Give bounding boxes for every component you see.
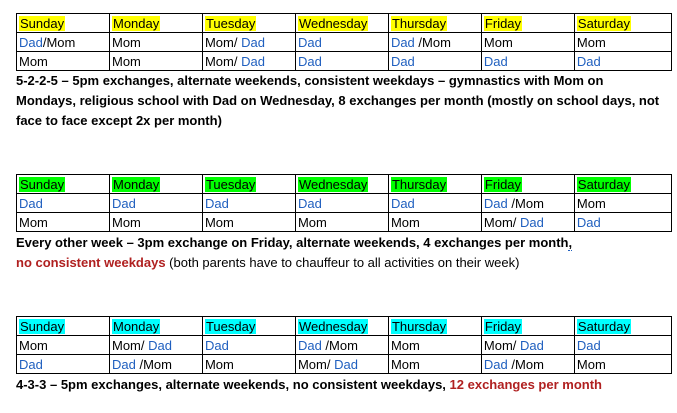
header-row	[17, 317, 672, 336]
parent-dad: Dad	[334, 356, 358, 372]
parent-dad: Dad	[19, 195, 43, 211]
schedule-cell	[17, 33, 110, 52]
schedule-cell	[295, 355, 388, 374]
day-label: Monday	[112, 176, 160, 192]
day-label: Wednesday	[298, 176, 368, 192]
day-header-sunday	[17, 317, 110, 336]
description-text: – 3pm exchange on Friday, alternate weekends, 4 exchanges per month	[122, 235, 569, 250]
schedule-cell	[388, 33, 481, 52]
day-label: Thursday	[391, 176, 447, 192]
day-header-sunday	[17, 175, 110, 194]
schedule-cell	[295, 194, 388, 213]
parent-dad: Dad	[19, 356, 43, 372]
parent-dad: Dad	[19, 34, 43, 50]
parent-dad: Dad	[297, 337, 322, 353]
schedule-cell	[295, 33, 388, 52]
schedule-cell	[17, 336, 110, 355]
schedule-cell	[481, 355, 574, 374]
parent-mom: /Mom	[321, 337, 358, 353]
parent-dad: Dad	[520, 337, 544, 353]
parent-mom: Mom	[390, 356, 420, 372]
description-every-other-week	[16, 233, 666, 273]
day-header-saturday	[574, 175, 671, 194]
schedule-table-every-other-week	[16, 174, 672, 232]
schedule-cell	[574, 33, 671, 52]
schedule-cell	[481, 194, 574, 213]
parent-mom: Mom	[19, 214, 48, 230]
schedule-cell	[295, 52, 388, 71]
day-label: Monday	[112, 15, 160, 31]
schedule-cell	[202, 355, 295, 374]
schedule-cell	[388, 213, 481, 232]
schedule-cell	[202, 213, 295, 232]
schedule-cell	[481, 336, 574, 355]
schedule-cell	[109, 336, 202, 355]
description-433	[16, 375, 666, 395]
parent-dad: Dad	[576, 53, 601, 69]
description-text: – 5pm exchanges, alternate weekends, no consistent weekdays,	[46, 377, 450, 392]
parent-dad: Dad	[111, 195, 136, 211]
day-header-tuesday	[202, 317, 295, 336]
schedule-cell	[574, 355, 671, 374]
parent-mom: Mom	[111, 214, 141, 230]
day-label: Wednesday	[298, 318, 368, 334]
day-header-sunday	[17, 14, 110, 33]
parent-mom: Mom	[204, 214, 234, 230]
schedule-cell	[481, 213, 574, 232]
parent-dad: Dad	[111, 356, 136, 372]
parent-dad: Dad	[390, 195, 415, 211]
schedule-cell	[109, 33, 202, 52]
parent-mom: /Mom	[507, 195, 544, 211]
description-rest: (both parents have to chauffeur to all activities on their week)	[165, 255, 520, 270]
schedule-cell	[388, 194, 481, 213]
day-header-friday	[481, 175, 574, 194]
parent-dad: Dad	[204, 337, 229, 353]
day-header-monday	[109, 175, 202, 194]
day-label: Saturday	[577, 176, 630, 192]
day-header-wednesday	[295, 317, 388, 336]
description-label: 5-2-2-5	[16, 73, 58, 88]
parent-dad: Dad	[241, 53, 265, 69]
schedule-cell	[202, 33, 295, 52]
schedule-cell	[109, 213, 202, 232]
day-label: Saturday	[577, 15, 630, 31]
parent-dad: Dad	[390, 34, 415, 50]
day-label: Tuesday	[205, 15, 256, 31]
day-label: Friday	[484, 318, 522, 334]
day-label: Monday	[112, 318, 160, 334]
parent-mom: Mom	[297, 214, 327, 230]
schedule-cell	[481, 52, 574, 71]
schedule-cell	[388, 336, 481, 355]
header-row	[17, 14, 672, 33]
header-row	[17, 175, 672, 194]
description-highlight: 12 exchanges per month	[449, 377, 602, 392]
day-header-thursday	[388, 14, 481, 33]
parent-mom: /Mom	[507, 356, 544, 372]
description-highlight: no consistent weekdays	[16, 255, 166, 270]
day-header-thursday	[388, 175, 481, 194]
table-row	[17, 355, 672, 374]
schedule-cell	[388, 355, 481, 374]
parent-dad: Dad	[576, 214, 601, 230]
parent-mom: Mom	[19, 53, 48, 69]
schedule-cell	[388, 52, 481, 71]
parent-dad: Dad	[483, 195, 508, 211]
description-text: – 5pm exchanges, alternate weekends, consistent weekdays – gymnastics with Mom on Mondays, religious school with Dad on Wednesday, 8 exchanges per month (mostly on school days, not face to face except 2x per month)	[16, 73, 660, 128]
parent-dad: Dad	[204, 195, 229, 211]
parent-dad: Dad	[483, 53, 508, 69]
schedule-cell	[202, 52, 295, 71]
parent-mom: Mom	[576, 34, 606, 50]
parent-mom: Mom/	[204, 53, 242, 69]
schedule-cell	[574, 194, 671, 213]
parent-dad: Dad	[241, 34, 265, 50]
description-5225	[16, 71, 666, 131]
day-header-wednesday	[295, 175, 388, 194]
schedule-cell	[17, 194, 110, 213]
day-label: Friday	[484, 176, 522, 192]
day-header-saturday	[574, 14, 671, 33]
day-label: Sunday	[20, 318, 65, 334]
schedule-cell	[574, 52, 671, 71]
day-label: Sunday	[20, 176, 65, 192]
schedule-cell	[17, 355, 110, 374]
schedule-cell	[202, 194, 295, 213]
table-row	[17, 336, 672, 355]
day-label: Wednesday	[298, 15, 368, 31]
day-header-wednesday	[295, 14, 388, 33]
parent-dad: Dad	[390, 53, 415, 69]
day-label: Thursday	[391, 318, 447, 334]
parent-mom: Mom/	[111, 337, 149, 353]
parent-mom: /Mom	[42, 34, 76, 50]
day-label: Tuesday	[205, 318, 256, 334]
parent-mom: Mom	[111, 34, 141, 50]
schedule-cell	[574, 336, 671, 355]
schedule-cell	[202, 336, 295, 355]
parent-dad: Dad	[483, 356, 508, 372]
day-label: Thursday	[391, 15, 447, 31]
schedule-cell	[481, 33, 574, 52]
description-label: Every other week	[16, 235, 123, 250]
table-row	[17, 52, 672, 71]
day-header-tuesday	[202, 14, 295, 33]
parent-dad: Dad	[148, 337, 172, 353]
table-row	[17, 194, 672, 213]
day-header-monday	[109, 317, 202, 336]
parent-mom: Mom	[483, 34, 513, 50]
parent-mom: Mom	[576, 195, 606, 211]
parent-mom: Mom	[19, 337, 48, 353]
table-row	[17, 33, 672, 52]
parent-mom: Mom	[204, 356, 234, 372]
parent-dad: Dad	[576, 337, 601, 353]
parent-mom: Mom	[576, 356, 606, 372]
parent-mom: /Mom	[135, 356, 172, 372]
parent-dad: Dad	[297, 195, 322, 211]
table-row	[17, 213, 672, 232]
day-label: Saturday	[577, 318, 630, 334]
schedule-cell	[17, 52, 110, 71]
schedule-table-5225	[16, 13, 672, 71]
day-label: Friday	[484, 15, 522, 31]
schedule-cell	[17, 213, 110, 232]
day-header-friday	[481, 14, 574, 33]
parent-mom: Mom/	[483, 214, 521, 230]
parent-dad: Dad	[297, 34, 322, 50]
day-label: Sunday	[20, 15, 65, 31]
parent-mom: Mom/	[204, 34, 242, 50]
parent-mom: Mom	[111, 53, 141, 69]
day-header-tuesday	[202, 175, 295, 194]
day-header-saturday	[574, 317, 671, 336]
schedule-cell	[574, 213, 671, 232]
parent-mom: Mom/	[483, 337, 521, 353]
parent-mom: Mom/	[297, 356, 335, 372]
parent-mom: /Mom	[414, 34, 451, 50]
description-comma: ,	[568, 235, 573, 250]
day-header-friday	[481, 317, 574, 336]
day-header-monday	[109, 14, 202, 33]
schedule-cell	[109, 52, 202, 71]
parent-dad: Dad	[297, 53, 322, 69]
parent-mom: Mom	[390, 337, 420, 353]
day-label: Tuesday	[205, 176, 256, 192]
day-header-thursday	[388, 317, 481, 336]
parent-dad: Dad	[520, 214, 544, 230]
schedule-cell	[295, 213, 388, 232]
schedule-table-433	[16, 316, 672, 374]
description-label: 4-3-3	[16, 377, 47, 392]
schedule-cell	[109, 194, 202, 213]
parent-mom: Mom	[390, 214, 420, 230]
schedule-cell	[109, 355, 202, 374]
schedule-cell	[295, 336, 388, 355]
